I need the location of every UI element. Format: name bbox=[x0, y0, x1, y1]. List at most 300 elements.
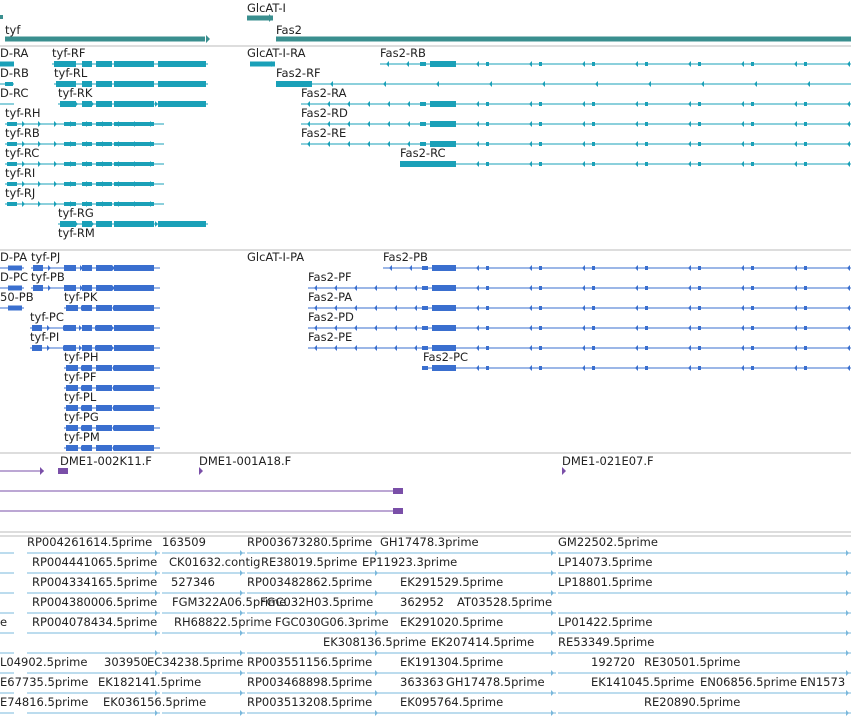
exon[interactable] bbox=[592, 326, 595, 330]
transcript-label[interactable]: Fas2-RD bbox=[301, 106, 348, 120]
est-label[interactable]: 362952 bbox=[400, 595, 444, 609]
exon[interactable] bbox=[645, 142, 648, 146]
est-label[interactable]: RP003551156.5prime bbox=[247, 655, 373, 669]
strand-arrow bbox=[150, 161, 153, 167]
exon[interactable] bbox=[698, 162, 701, 166]
exon[interactable] bbox=[7, 202, 17, 206]
clone-end[interactable] bbox=[393, 508, 403, 514]
est-label[interactable]: EK036156.5prime bbox=[103, 695, 207, 709]
exon[interactable] bbox=[804, 266, 807, 270]
exon[interactable] bbox=[804, 62, 807, 66]
exon[interactable] bbox=[645, 366, 648, 370]
exon[interactable] bbox=[486, 102, 489, 106]
strand-arrow bbox=[155, 710, 158, 716]
est-label[interactable]: 527346 bbox=[171, 575, 215, 589]
exon[interactable] bbox=[751, 122, 754, 126]
strand-arrow bbox=[414, 325, 417, 331]
strand-arrow bbox=[688, 305, 691, 311]
strand-arrow bbox=[394, 325, 397, 331]
strand-arrow bbox=[375, 650, 378, 656]
transcript-label[interactable]: tyf-PJ bbox=[31, 250, 61, 264]
exon[interactable] bbox=[430, 101, 456, 107]
exon[interactable] bbox=[751, 266, 754, 270]
est-label[interactable]: RP003468898.5prime bbox=[247, 675, 373, 689]
est-label[interactable]: LP18801.5prime bbox=[558, 575, 653, 589]
exon[interactable] bbox=[158, 101, 206, 107]
strand-arrow bbox=[407, 101, 410, 107]
strand-arrow bbox=[529, 141, 532, 147]
gene-tyf[interactable] bbox=[5, 37, 205, 42]
exon[interactable] bbox=[592, 266, 595, 270]
strand-arrow bbox=[529, 345, 532, 351]
exon[interactable] bbox=[804, 366, 807, 370]
exon[interactable] bbox=[804, 142, 807, 146]
transcript-label[interactable]: tyf-RL bbox=[54, 66, 88, 80]
exon[interactable] bbox=[114, 221, 154, 227]
exon[interactable] bbox=[432, 285, 456, 291]
strand-arrow bbox=[354, 305, 357, 311]
transcript-label[interactable]: GlcAT-I-PA bbox=[247, 250, 305, 264]
exon[interactable] bbox=[592, 142, 595, 146]
est-label[interactable]: 363363 bbox=[400, 675, 444, 689]
strand-arrow bbox=[595, 81, 598, 87]
strand-arrow bbox=[551, 630, 554, 636]
est-label[interactable]: EK095764.5prime bbox=[400, 695, 504, 709]
clone-label[interactable]: DME1-001A18.F bbox=[199, 454, 292, 468]
exon[interactable] bbox=[430, 61, 456, 67]
exon[interactable] bbox=[539, 162, 542, 166]
exon[interactable] bbox=[539, 266, 542, 270]
gene-label-tyf[interactable]: tyf bbox=[5, 23, 21, 37]
strand-arrow bbox=[741, 305, 744, 311]
exon[interactable] bbox=[539, 326, 542, 330]
exon[interactable] bbox=[66, 445, 78, 451]
transcript-label[interactable]: D-RC bbox=[0, 86, 29, 100]
transcript-label[interactable]: tyf-RH bbox=[5, 106, 41, 120]
exon[interactable] bbox=[432, 365, 456, 371]
exon[interactable] bbox=[82, 325, 92, 331]
exon[interactable] bbox=[114, 101, 154, 107]
exon[interactable] bbox=[33, 285, 43, 291]
strand-arrow bbox=[134, 201, 137, 207]
exon[interactable] bbox=[751, 62, 754, 66]
strand-arrow bbox=[582, 141, 585, 147]
strand-arrow bbox=[367, 141, 370, 147]
strand-arrow bbox=[374, 285, 377, 291]
exon[interactable] bbox=[592, 346, 595, 350]
strand-arrow bbox=[150, 121, 153, 127]
strand-arrow bbox=[476, 265, 479, 271]
est-label[interactable]: RH68822.5prime bbox=[174, 615, 272, 629]
strand-arrow bbox=[354, 285, 357, 291]
strand-arrow bbox=[794, 265, 797, 271]
exon[interactable] bbox=[698, 286, 701, 290]
exon[interactable] bbox=[645, 102, 648, 106]
est-label[interactable]: AT03528.5prime bbox=[457, 595, 553, 609]
exon[interactable] bbox=[645, 306, 648, 310]
est-label[interactable]: EN1573 bbox=[800, 675, 846, 689]
strand-arrow bbox=[269, 14, 273, 22]
transcript-label[interactable]: tyf-PH bbox=[64, 350, 99, 364]
est-label[interactable]: RE53349.5prime bbox=[558, 635, 655, 649]
exon[interactable] bbox=[82, 101, 92, 107]
strand-arrow bbox=[551, 650, 554, 656]
transcript-label[interactable]: 50-PB bbox=[0, 290, 34, 304]
strand-arrow bbox=[476, 61, 479, 67]
est-label[interactable]: FGC030G06.3prime bbox=[275, 615, 389, 629]
exon[interactable] bbox=[400, 161, 430, 167]
strand-arrow bbox=[134, 141, 137, 147]
exon[interactable] bbox=[114, 325, 154, 331]
gene-label-fas2[interactable]: Fas2 bbox=[276, 23, 302, 37]
exon[interactable] bbox=[751, 366, 754, 370]
strand-arrow bbox=[582, 161, 585, 167]
exon[interactable] bbox=[592, 162, 595, 166]
exon[interactable] bbox=[804, 162, 807, 166]
exon[interactable] bbox=[486, 366, 489, 370]
exon[interactable] bbox=[539, 142, 542, 146]
est-label[interactable]: E67735.5prime bbox=[0, 675, 89, 689]
exon[interactable] bbox=[486, 142, 489, 146]
est-label[interactable]: LP14073.5prime bbox=[558, 555, 653, 569]
strand-arrow bbox=[150, 181, 153, 187]
transcript-label[interactable]: Fas2-RC bbox=[400, 146, 446, 160]
est-label[interactable]: GM22502.5prime bbox=[558, 535, 658, 549]
exon[interactable] bbox=[539, 366, 542, 370]
strand-arrow bbox=[86, 161, 89, 167]
exon[interactable] bbox=[66, 305, 78, 311]
strand-arrow bbox=[354, 325, 357, 331]
est-label[interactable]: EK141045.5prime bbox=[591, 675, 695, 689]
exon[interactable] bbox=[698, 62, 701, 66]
gene-stub[interactable] bbox=[0, 15, 3, 19]
transcript-label[interactable]: Fas2-RB bbox=[380, 46, 426, 60]
exon[interactable] bbox=[430, 161, 456, 167]
exon[interactable] bbox=[114, 265, 154, 271]
exon[interactable] bbox=[539, 286, 542, 290]
strand-arrow bbox=[476, 101, 479, 107]
transcript-label[interactable]: tyf-PM bbox=[64, 430, 100, 444]
exon[interactable] bbox=[751, 326, 754, 330]
est-label[interactable]: FGC032H03.5prime bbox=[260, 595, 374, 609]
exon[interactable] bbox=[804, 122, 807, 126]
strand-arrow bbox=[582, 325, 585, 331]
exon[interactable] bbox=[96, 325, 112, 331]
exon[interactable] bbox=[804, 306, 807, 310]
exon[interactable] bbox=[82, 265, 92, 271]
clone-label[interactable]: DME1-021E07.F bbox=[562, 454, 654, 468]
est-label[interactable]: EP11923.3prime bbox=[362, 555, 458, 569]
transcript-label[interactable]: tyf-RJ bbox=[5, 186, 36, 200]
exon[interactable] bbox=[430, 121, 456, 127]
exon[interactable] bbox=[539, 102, 542, 106]
exon[interactable] bbox=[114, 345, 154, 351]
exon[interactable] bbox=[804, 326, 807, 330]
strand-arrow bbox=[102, 181, 105, 187]
strand-arrow bbox=[436, 81, 439, 87]
est-label[interactable]: RE30501.5prime bbox=[644, 655, 741, 669]
transcript-label[interactable]: tyf-RC bbox=[5, 146, 40, 160]
est-label[interactable]: e bbox=[0, 615, 8, 629]
strand-arrow bbox=[118, 181, 121, 187]
exon[interactable] bbox=[486, 286, 489, 290]
transcript-label[interactable]: tyf-RG bbox=[58, 206, 94, 220]
strand-arrow bbox=[794, 161, 797, 167]
est-label[interactable]: CK01632.contig bbox=[169, 555, 261, 569]
est-label[interactable]: EK182141.5prime bbox=[98, 675, 202, 689]
exon[interactable] bbox=[539, 346, 542, 350]
strand-arrow bbox=[240, 630, 243, 636]
exon[interactable] bbox=[698, 122, 701, 126]
strand-arrow bbox=[54, 161, 57, 167]
transcript-label[interactable]: tyf-PB bbox=[31, 270, 65, 284]
exon[interactable] bbox=[751, 102, 754, 106]
transcript-label[interactable]: GlcAT-I-RA bbox=[247, 46, 306, 60]
strand-arrow bbox=[102, 201, 105, 207]
exon[interactable] bbox=[422, 366, 428, 370]
exon[interactable] bbox=[645, 122, 648, 126]
exon[interactable] bbox=[486, 326, 489, 330]
exon[interactable] bbox=[420, 62, 426, 66]
transcript-label[interactable]: Fas2-PF bbox=[308, 270, 352, 284]
strand-arrow bbox=[22, 201, 25, 207]
strand-arrow bbox=[347, 141, 350, 147]
transcript-label[interactable]: tyf-RI bbox=[5, 166, 36, 180]
strand-arrow bbox=[847, 121, 850, 127]
exon[interactable] bbox=[539, 62, 542, 66]
strand-arrow bbox=[54, 121, 57, 127]
transcript-label[interactable]: Fas2-RF bbox=[276, 66, 321, 80]
est-label[interactable]: RE20890.5prime bbox=[644, 695, 741, 709]
exon[interactable] bbox=[486, 162, 489, 166]
est-label[interactable]: FGM322A06.5prime bbox=[172, 595, 287, 609]
transcript-label[interactable]: tyf-RK bbox=[58, 86, 93, 100]
strand-arrow bbox=[635, 101, 638, 107]
transcript-label[interactable]: tyf-PI bbox=[30, 330, 60, 344]
transcript-label[interactable]: D-PC bbox=[0, 270, 28, 284]
exon[interactable] bbox=[432, 325, 456, 331]
est-label[interactable]: RE38019.5prime bbox=[261, 555, 358, 569]
strand-arrow bbox=[155, 221, 158, 227]
gene-fas2[interactable] bbox=[276, 37, 851, 42]
exon[interactable] bbox=[698, 102, 701, 106]
exon[interactable] bbox=[751, 142, 754, 146]
est-label[interactable]: 303950 bbox=[104, 655, 148, 669]
exon[interactable] bbox=[539, 122, 542, 126]
strand-arrow bbox=[741, 101, 744, 107]
est-label[interactable]: RP003513208.5prime bbox=[247, 695, 373, 709]
est-label[interactable]: RP004334165.5prime bbox=[32, 575, 158, 589]
transcript-label[interactable]: Fas2-PB bbox=[383, 250, 428, 264]
exon[interactable] bbox=[592, 366, 595, 370]
transcript-label[interactable]: D-RB bbox=[0, 66, 29, 80]
exon[interactable] bbox=[422, 306, 428, 310]
strand-arrow bbox=[635, 161, 638, 167]
transcript-label[interactable]: tyf-PG bbox=[64, 410, 99, 424]
transcript-label[interactable]: tyf-PL bbox=[64, 390, 97, 404]
strand-arrow bbox=[529, 285, 532, 291]
strand-arrow bbox=[394, 345, 397, 351]
exon[interactable] bbox=[804, 102, 807, 106]
exon[interactable] bbox=[422, 266, 428, 270]
exon[interactable] bbox=[698, 266, 701, 270]
exon[interactable] bbox=[645, 286, 648, 290]
exon[interactable] bbox=[592, 122, 595, 126]
est-label[interactable]: EN06856.5prime bbox=[700, 675, 797, 689]
strand-arrow bbox=[582, 285, 585, 291]
est-label[interactable]: EK308136.5prime bbox=[323, 635, 427, 649]
clone-end[interactable] bbox=[58, 468, 68, 474]
strand-arrow bbox=[794, 61, 797, 67]
strand-arrow bbox=[375, 710, 378, 716]
exon[interactable] bbox=[645, 62, 648, 66]
strand-arrow bbox=[394, 305, 397, 311]
exon[interactable] bbox=[158, 81, 206, 87]
clone-label[interactable]: DME1-002K11.F bbox=[60, 454, 152, 468]
exon[interactable] bbox=[420, 102, 426, 106]
strand-arrow bbox=[582, 265, 585, 271]
strand-arrow bbox=[648, 81, 651, 87]
est-label[interactable]: RP003482862.5prime bbox=[247, 575, 373, 589]
transcript-label[interactable]: Fas2-PE bbox=[308, 330, 353, 344]
exon[interactable] bbox=[486, 266, 489, 270]
strand-arrow bbox=[688, 265, 691, 271]
exon[interactable] bbox=[751, 346, 754, 350]
exon[interactable] bbox=[751, 162, 754, 166]
strand-arrow bbox=[846, 690, 849, 696]
strand-arrow bbox=[476, 285, 479, 291]
exon[interactable] bbox=[645, 326, 648, 330]
strand-arrow bbox=[118, 161, 121, 167]
est-label[interactable]: RP004261614.5prime bbox=[27, 535, 153, 549]
est-label[interactable]: 192720 bbox=[591, 655, 635, 669]
exon[interactable] bbox=[486, 122, 489, 126]
exon[interactable] bbox=[32, 345, 42, 351]
transcript-label[interactable]: tyf-PF bbox=[64, 370, 97, 384]
transcript-label[interactable]: Fas2-RE bbox=[301, 126, 347, 140]
transcript-label[interactable]: tyf-RB bbox=[5, 126, 40, 140]
strand-arrow bbox=[688, 141, 691, 147]
strand-arrow bbox=[240, 710, 243, 716]
strand-arrow bbox=[54, 201, 57, 207]
strand-arrow bbox=[375, 690, 378, 696]
strand-arrow bbox=[635, 345, 638, 351]
strand-arrow bbox=[551, 710, 554, 716]
est-label[interactable]: EK291020.5prime bbox=[400, 615, 504, 629]
exon[interactable] bbox=[804, 346, 807, 350]
exon[interactable] bbox=[698, 326, 701, 330]
exon[interactable] bbox=[698, 346, 701, 350]
clone-end[interactable] bbox=[393, 488, 403, 494]
transcript-label[interactable]: Fas2-PD bbox=[308, 310, 354, 324]
strand-arrow bbox=[367, 101, 370, 107]
strand-arrow bbox=[741, 345, 744, 351]
exon[interactable] bbox=[751, 306, 754, 310]
exon[interactable] bbox=[422, 326, 428, 330]
est-label[interactable]: 163509 bbox=[162, 535, 206, 549]
est-label[interactable]: E74816.5prime bbox=[0, 695, 89, 709]
strand-arrow bbox=[386, 61, 389, 67]
exon[interactable] bbox=[592, 62, 595, 66]
strand-arrow bbox=[111, 325, 114, 331]
est-label[interactable]: RP004380006.5prime bbox=[32, 595, 158, 609]
strand-arrow bbox=[47, 345, 50, 351]
exon[interactable] bbox=[486, 346, 489, 350]
exon[interactable] bbox=[64, 101, 76, 107]
exon[interactable] bbox=[645, 266, 648, 270]
exon[interactable] bbox=[114, 285, 154, 291]
strand-arrow bbox=[794, 101, 797, 107]
strand-arrow bbox=[86, 141, 89, 147]
exon[interactable] bbox=[592, 102, 595, 106]
strand-arrow bbox=[847, 365, 850, 371]
transcript-label[interactable]: tyf-PC bbox=[30, 310, 64, 324]
strand-arrow bbox=[70, 181, 73, 187]
est-label[interactable]: GH17478.5prime bbox=[446, 675, 545, 689]
est-label[interactable]: RP004441065.5prime bbox=[32, 555, 158, 569]
strand-arrow bbox=[551, 570, 554, 576]
exon[interactable] bbox=[539, 306, 542, 310]
strand-arrow bbox=[118, 201, 121, 207]
transcript-label[interactable]: D-RA bbox=[0, 46, 29, 60]
exon[interactable] bbox=[645, 162, 648, 166]
gene-label-glcat[interactable]: GlcAT-I bbox=[247, 1, 286, 15]
exon[interactable] bbox=[486, 306, 489, 310]
est-label[interactable]: RP003673280.5prime bbox=[247, 535, 373, 549]
exon[interactable] bbox=[698, 142, 701, 146]
exon[interactable] bbox=[486, 62, 489, 66]
strand-arrow bbox=[383, 81, 386, 87]
exon[interactable] bbox=[698, 366, 701, 370]
exon[interactable] bbox=[751, 286, 754, 290]
strand-arrow bbox=[847, 141, 850, 147]
exon[interactable] bbox=[592, 306, 595, 310]
transcript-label[interactable]: tyf-PK bbox=[64, 290, 98, 304]
exon[interactable] bbox=[158, 221, 206, 227]
transcript-label[interactable]: Fas2-PA bbox=[308, 290, 353, 304]
exon[interactable] bbox=[645, 346, 648, 350]
strand-arrow bbox=[846, 610, 849, 616]
est-label[interactable]: EC34238.5prime bbox=[147, 655, 244, 669]
est-label[interactable]: RP004078434.5prime bbox=[32, 615, 158, 629]
transcript-label[interactable]: Fas2-PC bbox=[423, 350, 469, 364]
strand-arrow bbox=[155, 101, 158, 107]
est-label[interactable]: EK191304.5prime bbox=[400, 655, 504, 669]
exon[interactable] bbox=[698, 306, 701, 310]
exon[interactable] bbox=[804, 286, 807, 290]
est-label[interactable]: L04902.5prime bbox=[0, 655, 88, 669]
strand-arrow bbox=[54, 181, 57, 187]
exon[interactable] bbox=[422, 286, 428, 290]
exon[interactable] bbox=[432, 265, 456, 271]
est-label[interactable]: EK291529.5prime bbox=[400, 575, 504, 589]
transcript-label[interactable]: tyf-RM bbox=[58, 226, 95, 240]
est-label[interactable]: GH17478.3prime bbox=[380, 535, 479, 549]
transcript-label[interactable]: tyf-RF bbox=[52, 46, 86, 60]
strand-arrow bbox=[240, 570, 243, 576]
transcript-label[interactable]: D-PA bbox=[0, 250, 28, 264]
strand-arrow bbox=[79, 325, 82, 331]
strand-arrow bbox=[582, 61, 585, 67]
strand-arrow bbox=[334, 345, 337, 351]
exon[interactable] bbox=[8, 306, 22, 311]
exon[interactable] bbox=[420, 122, 426, 126]
transcript-label[interactable]: Fas2-RA bbox=[301, 86, 347, 100]
est-label[interactable]: LP01422.5prime bbox=[558, 615, 653, 629]
exon[interactable] bbox=[432, 305, 456, 311]
exon[interactable] bbox=[592, 286, 595, 290]
est-label[interactable]: EK207414.5prime bbox=[431, 635, 535, 649]
